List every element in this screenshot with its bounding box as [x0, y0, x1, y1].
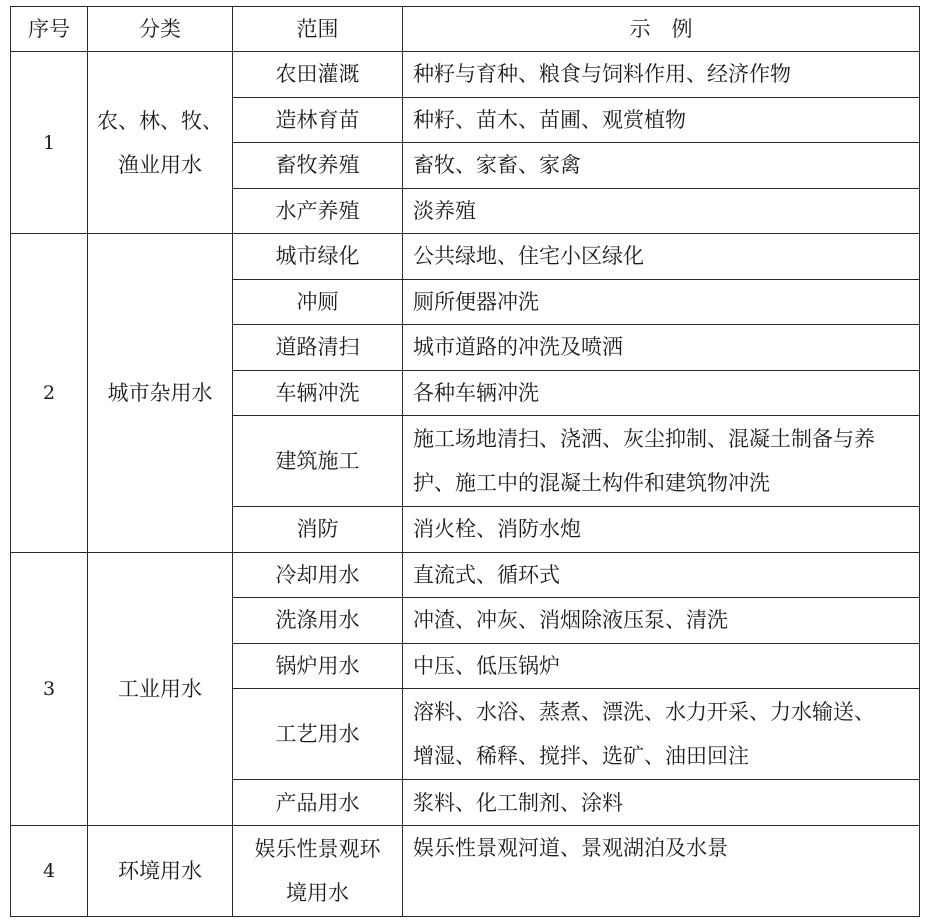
cell-scope	[233, 370, 403, 416]
example-line: 种籽与育种、粮食与饲料作用、经济作物	[413, 62, 791, 87]
cell-category	[88, 825, 233, 916]
example-line: 中压、低压锅炉	[413, 653, 560, 678]
water-use-table	[10, 6, 920, 917]
table-row	[11, 52, 920, 98]
cell-scope	[233, 825, 403, 916]
cell-example	[403, 552, 920, 598]
cell-example	[403, 325, 920, 371]
cell-example	[403, 97, 920, 143]
example-line: 护、施工中的混凝土构件和建筑物冲洗	[413, 471, 770, 496]
cell-category	[88, 52, 233, 234]
cell-example	[403, 370, 920, 416]
table-row	[11, 234, 920, 280]
example-line: 冲渣、冲灰、消烟除液压泵、清洗	[413, 608, 728, 633]
example-line: 浆料、化工制剂、涂料	[413, 790, 623, 815]
scope-line: 水产养殖	[275, 198, 360, 223]
cell-scope	[233, 689, 403, 780]
cell-no: 1	[11, 52, 88, 234]
scope-line: 道路清扫	[275, 335, 360, 360]
cell-scope	[233, 552, 403, 598]
cell-example	[403, 780, 920, 826]
category-line: 城市杂用水	[107, 380, 213, 405]
example-line: 娱乐性景观河道、景观湖泊及水景	[413, 835, 728, 860]
cell-example	[403, 234, 920, 280]
cell-scope	[233, 507, 403, 553]
example-line: 厕所便器冲洗	[413, 289, 539, 314]
cell-scope	[233, 598, 403, 644]
cell-category	[88, 234, 233, 553]
header-scope: 范围	[233, 7, 403, 52]
scope-line: 畜牧养殖	[275, 153, 360, 178]
cell-no: 4	[11, 825, 88, 916]
scope-line: 洗涤用水	[275, 608, 360, 633]
category-line: 环境用水	[118, 858, 202, 883]
cell-scope	[233, 279, 403, 325]
cell-no: 2	[11, 234, 88, 553]
scope-line: 锅炉用水	[275, 653, 360, 678]
cell-category	[88, 552, 233, 825]
table-body	[11, 52, 920, 917]
cell-scope	[233, 143, 403, 189]
cell-example	[403, 598, 920, 644]
scope-line: 造林育苗	[275, 107, 360, 132]
cell-example	[403, 825, 920, 916]
cell-scope	[233, 780, 403, 826]
example-line: 淡养殖	[413, 198, 476, 223]
table-row	[11, 825, 920, 916]
example-line: 增湿、稀释、搅拌、选矿、油田回注	[413, 744, 749, 769]
cell-scope	[233, 416, 403, 507]
example-line: 消火栓、消防水炮	[413, 517, 581, 542]
cell-example	[403, 188, 920, 234]
header-category: 分类	[88, 7, 233, 52]
header-no: 序号	[11, 7, 88, 52]
scope-line: 境用水	[286, 880, 349, 905]
cell-scope	[233, 52, 403, 98]
scope-line: 消防	[296, 517, 339, 542]
scope-line: 冷却用水	[275, 562, 360, 587]
cell-example	[403, 52, 920, 98]
cell-example	[403, 143, 920, 189]
cell-scope	[233, 188, 403, 234]
scope-line: 冲厕	[296, 289, 339, 314]
cell-example	[403, 416, 920, 507]
cell-example	[403, 507, 920, 553]
scope-line: 农田灌溉	[275, 62, 360, 87]
cell-example	[403, 643, 920, 689]
scope-line: 娱乐性景观环	[254, 836, 381, 861]
example-line: 城市道路的冲洗及喷洒	[413, 335, 623, 360]
header-example: 示 例	[403, 7, 920, 52]
example-line: 各种车辆冲洗	[413, 380, 539, 405]
cell-example	[403, 689, 920, 780]
category-line: 渔业用水	[118, 152, 202, 177]
cell-scope	[233, 643, 403, 689]
cell-scope	[233, 97, 403, 143]
scope-line: 工艺用水	[275, 722, 360, 747]
cell-no: 3	[11, 552, 88, 825]
example-line: 种籽、苗木、苗圃、观赏植物	[413, 107, 686, 132]
table-row	[11, 552, 920, 598]
cell-scope	[233, 234, 403, 280]
example-line: 直流式、循环式	[413, 562, 560, 587]
example-line: 溶料、水浴、蒸煮、漂洗、水力开采、力水输送、	[413, 700, 875, 725]
example-line: 施工场地清扫、浇洒、灰尘抑制、混凝土制备与养	[413, 427, 875, 452]
header-row	[11, 7, 920, 52]
scope-line: 建筑施工	[275, 449, 360, 474]
category-line: 农、林、牧、	[97, 108, 223, 133]
cell-example	[403, 279, 920, 325]
scope-line: 城市绿化	[275, 244, 360, 269]
scope-line: 车辆冲洗	[275, 380, 360, 405]
example-line: 畜牧、家畜、家禽	[413, 153, 581, 178]
example-line: 公共绿地、住宅小区绿化	[413, 244, 644, 269]
scope-line: 产品用水	[275, 790, 360, 815]
category-line: 工业用水	[118, 676, 202, 701]
cell-scope	[233, 325, 403, 371]
